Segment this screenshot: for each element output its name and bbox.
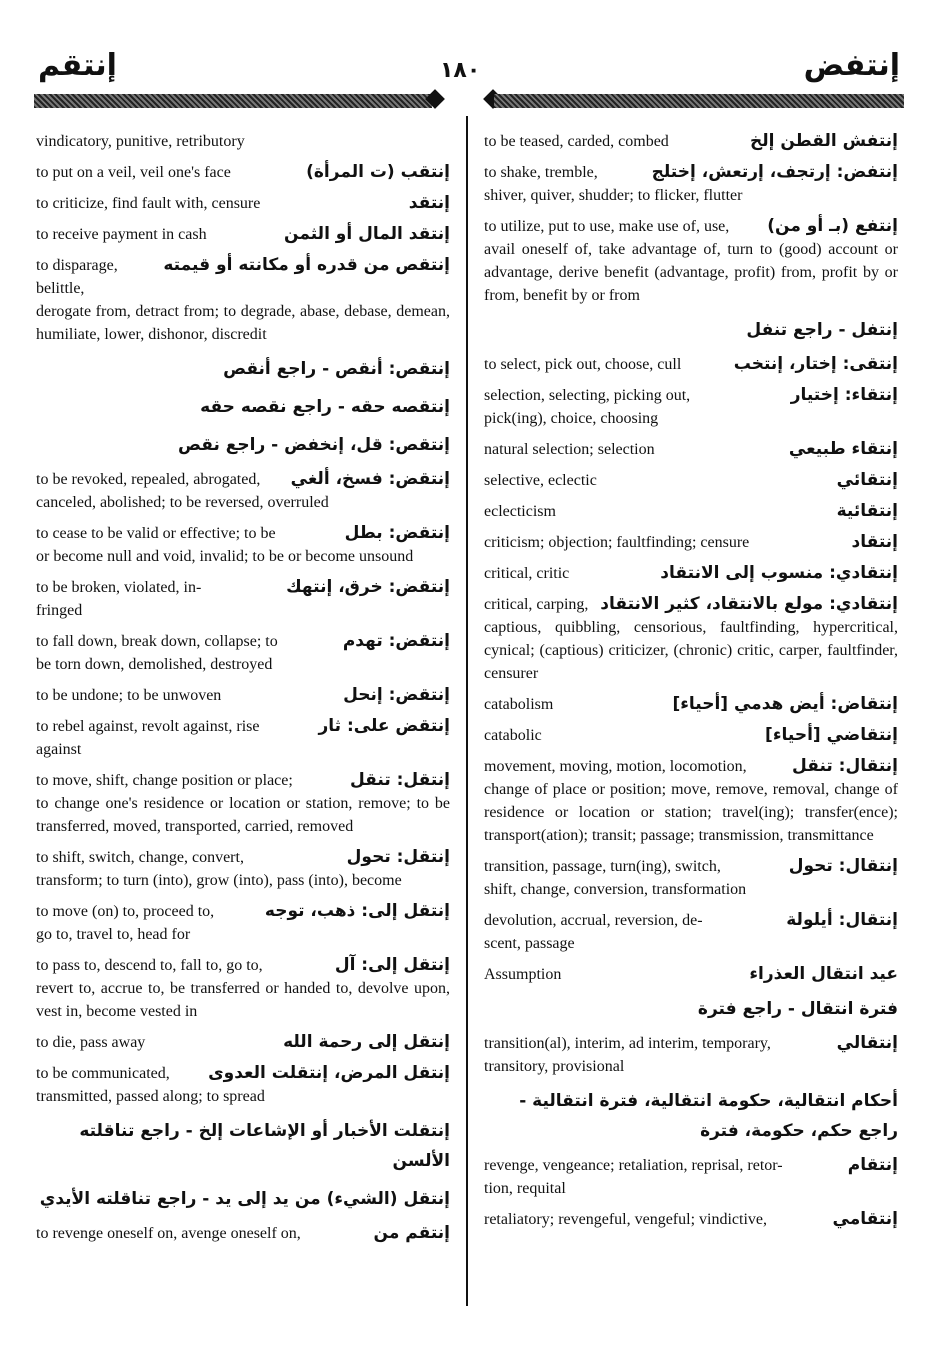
dictionary-entry: [484, 724, 898, 747]
arabic-headword: إنتفض: إرتجف، إرتعش، إختلج: [651, 162, 898, 182]
dictionary-entry: [36, 354, 450, 384]
arabic-headword: إنتقامي: [832, 1209, 898, 1229]
english-definition: critical, critic: [484, 565, 570, 582]
english-definition: eclecticism: [484, 503, 556, 520]
entry-first-line: [484, 593, 898, 616]
arabic-headword: إنتقض على: ثار: [318, 716, 450, 736]
dictionary-entry: [36, 430, 450, 460]
dictionary-entry: [36, 684, 450, 707]
entry-first-line: [36, 630, 450, 653]
dictionary-entry: [484, 353, 898, 376]
dictionary-entry: [36, 954, 450, 1023]
dictionary-entry: [484, 469, 898, 492]
english-definition-continued: captious, quibbling, censorious, faultfinding, hypercritical, cynical; (captious) criticizer, (chronic) critic, carper, faultfinder, censurer: [484, 619, 898, 682]
arabic-headword: إنتقال: أيلولة: [786, 910, 898, 930]
english-definition: to fall down, break down, collapse; to: [36, 633, 278, 650]
arabic-headword: إنتقل إلى: ذهب، توجه: [264, 901, 450, 921]
english-definition: movement, moving, motion, locomotion,: [484, 758, 747, 775]
dictionary-entry: [36, 254, 450, 346]
dictionary-entry: [36, 1184, 450, 1214]
english-definition: to rebel against, revolt against, rise: [36, 718, 260, 735]
entry-first-line: [484, 469, 898, 492]
english-definition-continued: change of place or position; move, remove, removal, change of residence or location or station; travel(ing); transfer(ence); transport(ation); transit; passage; transmission, transmittance: [484, 781, 898, 844]
arabic-headword: إنتقد المال أو الثمن: [284, 224, 450, 244]
english-definition-continued: pick(ing), choice, choosing: [484, 410, 659, 427]
arabic-headword: إنتقض: بطل: [344, 523, 450, 543]
arabic-headword: إنتقد: [408, 193, 450, 213]
arabic-headword: إنتقض: تهدم: [342, 631, 450, 651]
english-definition: to shift, switch, change, convert,: [36, 849, 244, 866]
english-definition: critical, carping,: [484, 596, 589, 613]
dictionary-entry: [484, 315, 898, 345]
header-ornament-left: [34, 94, 432, 108]
english-definition: to shake, tremble,: [484, 164, 598, 181]
dictionary-entry: [484, 562, 898, 585]
dictionary-entry: [484, 755, 898, 847]
dictionary-entry: [484, 130, 898, 153]
entry-first-line: [36, 192, 450, 215]
english-definition-continued: scent, passage: [484, 935, 575, 952]
arabic-headword: إنتقالي: [836, 1033, 898, 1053]
english-definition: to be teased, carded, combed: [484, 133, 669, 150]
entry-first-line: [484, 755, 898, 778]
dictionary-entry: [484, 384, 898, 430]
english-definition: to pass to, descend to, fall to, go to,: [36, 957, 263, 974]
entry-first-line: [484, 384, 898, 407]
english-definition-continued: against: [36, 741, 82, 758]
dictionary-entry: [484, 500, 898, 523]
entry-first-line: [36, 684, 450, 707]
entry-first-line: [36, 254, 450, 300]
column-divider: [466, 116, 468, 1306]
dictionary-entry: [36, 161, 450, 184]
english-definition: to put on a veil, veil one's face: [36, 164, 231, 181]
english-definition: selection, selecting, picking out,: [484, 387, 691, 404]
entry-first-line: [36, 576, 450, 599]
header-headword-right: إنتفض: [803, 48, 900, 83]
english-definition-continued: to change one's residence or location or station, remove; to be transferred, moved, transported, carried, removed: [36, 795, 450, 835]
entry-first-line: [484, 353, 898, 376]
english-definition: transition, passage, turn(ing), switch,: [484, 858, 721, 875]
dictionary-entry: [484, 909, 898, 955]
english-definition: transition(al), interim, ad interim, temporary,: [484, 1035, 771, 1052]
english-definition: to move, shift, change position or place;: [36, 772, 293, 789]
entry-first-line: [484, 1208, 898, 1231]
entry-first-line: [484, 855, 898, 878]
right-column: [484, 130, 898, 1239]
dictionary-entry: [484, 215, 898, 307]
arabic-headword: إنتقض: خرق، إنتهك: [286, 577, 450, 597]
dictionary-entry: [484, 161, 898, 207]
arabic-headword: إنتقل المرض، إنتقلت العدوى: [208, 1063, 450, 1083]
arabic-cross-reference: إنتقلت الأخبار أو الإشاعات إلخ - راجع تناقلته الألسن: [79, 1121, 450, 1171]
english-definition-continued: or become null and void, invalid; to be or become unsound: [36, 548, 414, 565]
dictionary-entry: [36, 630, 450, 676]
dictionary-entry: [36, 392, 450, 422]
arabic-headword: إنتقض: فسخ، ألغي: [290, 469, 450, 489]
english-definition-continued: transmitted, passed along; to spread: [36, 1088, 265, 1105]
entry-first-line: [36, 468, 450, 491]
english-definition: natural selection; selection: [484, 441, 655, 458]
entry-first-line: [36, 161, 450, 184]
arabic-headword: إنتقاء طبيعي: [788, 439, 898, 459]
arabic-headword: عيد انتقال العذراء: [749, 964, 898, 984]
english-definition-continued: vindicatory, punitive, retributory: [36, 133, 245, 150]
english-definition: to be revoked, repealed, abrogated,: [36, 471, 261, 488]
arabic-headword: إنتقادي: مولع بالانتقاد، كثير الانتقاد: [600, 594, 898, 614]
arabic-headword: إنتقص من قدره أو مكانته أو قيمته: [163, 255, 450, 275]
english-definition: to move (on) to, proceed to,: [36, 903, 215, 920]
entry-first-line: [484, 724, 898, 747]
entry-first-line: [36, 715, 450, 738]
english-definition: devolution, accrual, reversion, de-: [484, 912, 703, 929]
dictionary-entry: [484, 693, 898, 716]
english-definition: retaliatory; revengeful, vengeful; vindictive,: [484, 1211, 767, 1228]
arabic-headword: إنتقام: [847, 1155, 898, 1175]
entry-first-line: [484, 531, 898, 554]
english-definition-continued: avail oneself of, take advantage of, turn to (good) account or advantage, derive benefit (advantage, profit) from, profit by or from, benefit by or from: [484, 241, 898, 304]
english-definition: to be broken, violated, in-: [36, 579, 202, 596]
english-definition-continued: tion, requital: [484, 1180, 566, 1197]
english-definition-continued: derogate from, detract from; to degrade, abase, debase, demean, humiliate, lower, dishonor, discredit: [36, 303, 450, 343]
english-definition-continued: go to, travel to, head for: [36, 926, 191, 943]
dictionary-entry: [484, 1154, 898, 1200]
english-definition-continued: be torn down, demolished, destroyed: [36, 656, 273, 673]
dictionary-entry: [36, 1031, 450, 1054]
english-definition: to revenge oneself on, avenge oneself on,: [36, 1225, 301, 1242]
arabic-headword: إنتفش القطن إلخ: [749, 131, 898, 151]
dictionary-entry: [36, 846, 450, 892]
english-definition: criticism; objection; faultfinding; censure: [484, 534, 750, 551]
entry-first-line: [36, 954, 450, 977]
dictionary-entry: [36, 1222, 450, 1245]
english-definition: to disparage, belittle,: [36, 257, 118, 297]
entry-first-line: [484, 909, 898, 932]
entry-first-line: [484, 215, 898, 238]
arabic-headword: إنتقل: تنقل: [349, 770, 450, 790]
dictionary-entry: [36, 223, 450, 246]
english-definition: to utilize, put to use, make use of, use,: [484, 218, 730, 235]
arabic-headword: إنتقائي: [836, 470, 898, 490]
dictionary-entry: [484, 855, 898, 901]
arabic-headword: إنتقاد: [851, 532, 898, 552]
arabic-cross-reference: أحكام انتقالية، حكومة انتقالية، فترة انتقالية - راجع حكم، حكومة، فترة: [519, 1091, 898, 1141]
arabic-headword: إنتفع (بـ أو من): [767, 216, 898, 236]
entry-first-line: [36, 223, 450, 246]
dictionary-entry: [36, 468, 450, 514]
entry-first-line: [36, 900, 450, 923]
english-definition: to be communicated,: [36, 1065, 170, 1082]
english-definition-continued: transform; to turn (into), grow (into), pass (into), become: [36, 872, 402, 889]
dictionary-entry: [36, 576, 450, 622]
english-definition: to cease to be valid or effective; to be: [36, 525, 276, 542]
dictionary-entry: [36, 1116, 450, 1176]
entry-first-line: [484, 1032, 898, 1055]
arabic-headword: إنتقال: تحول: [788, 856, 898, 876]
dictionary-entry: [36, 715, 450, 761]
english-definition: to be undone; to be unwoven: [36, 687, 222, 704]
arabic-cross-reference: إنتقل (الشيء) من يد إلى يد - راجع تناقلته الأيدي: [39, 1189, 450, 1209]
english-definition-continued: canceled, abolished; to be reversed, overruled: [36, 494, 329, 511]
dictionary-entry: [484, 1208, 898, 1231]
english-definition: catabolic: [484, 727, 542, 744]
arabic-headword: إنتقاض: أيض هدمي [أحياء]: [672, 694, 898, 714]
dictionary-entry: [484, 438, 898, 461]
arabic-cross-reference: فترة انتقال - راجع فترة: [697, 999, 898, 1019]
arabic-headword: إنتقل إلى: آل: [334, 955, 450, 975]
dictionary-entry: [484, 963, 898, 986]
dictionary-entry: [36, 900, 450, 946]
entry-first-line: [484, 963, 898, 986]
english-definition: catabolism: [484, 696, 554, 713]
arabic-headword: إنتقاضي [أحياء]: [765, 725, 898, 745]
arabic-headword: إنتقال: تنقل: [792, 756, 898, 776]
dictionary-entry: [36, 1062, 450, 1108]
english-definition-continued: fringed: [36, 602, 83, 619]
english-definition-continued: shift, change, conversion, transformation: [484, 881, 747, 898]
english-definition-continued: revert to, accrue to, be transferred or handed to, devolve upon, vest in, become vested in: [36, 980, 450, 1020]
entry-first-line: [36, 846, 450, 869]
entry-first-line: [484, 500, 898, 523]
entry-first-line: [36, 769, 450, 792]
entry-first-line: [484, 438, 898, 461]
arabic-headword: إنتقى: إختار، إنتخب: [733, 354, 898, 374]
dictionary-entry: [36, 769, 450, 838]
dictionary-entry: [484, 994, 898, 1024]
arabic-headword: إنتقادي: منسوب إلى الانتقاد: [660, 563, 898, 583]
entry-first-line: [484, 693, 898, 716]
english-definition: to criticize, find fault with, censure: [36, 195, 261, 212]
dictionary-entry: [484, 1032, 898, 1078]
arabic-headword: إنتقائية: [836, 501, 898, 521]
dictionary-entry: [484, 531, 898, 554]
dictionary-entry: [36, 522, 450, 568]
left-column: [36, 130, 450, 1253]
arabic-headword: إنتقاء: إختيار: [790, 385, 898, 405]
arabic-cross-reference: إنتقصه حقه - راجع نقصه حقه: [200, 397, 450, 417]
dictionary-entry: [36, 130, 450, 153]
entry-first-line: [36, 1222, 450, 1245]
page-number: ١٨٠: [440, 58, 481, 83]
english-definition: Assumption: [484, 966, 562, 983]
arabic-headword: إنتقم من: [373, 1223, 450, 1243]
english-definition: to select, pick out, choose, cull: [484, 356, 682, 373]
entry-first-line: [484, 161, 898, 184]
arabic-cross-reference: إنتفل - راجع تنفل: [746, 320, 898, 340]
arabic-headword: إنتقل إلى رحمة الله: [283, 1032, 450, 1052]
dictionary-entry: [484, 1086, 898, 1146]
english-definition: to receive payment in cash: [36, 226, 207, 243]
arabic-cross-reference: إنتقص: أنقص - راجع أنقص: [223, 359, 450, 379]
arabic-headword: إنتقض: إنحل: [343, 685, 450, 705]
entry-first-line: [36, 1062, 450, 1085]
header-ornament-right: [494, 94, 904, 108]
entry-first-line: [36, 1031, 450, 1054]
entry-first-line: [484, 130, 898, 153]
arabic-headword: إنتقب (ت المرأة): [306, 162, 450, 182]
entry-first-line: [484, 562, 898, 585]
dictionary-entry: [484, 593, 898, 685]
english-definition: revenge, vengeance; retaliation, reprisal, retor-: [484, 1157, 783, 1174]
arabic-headword: إنتقل: تحول: [346, 847, 450, 867]
header-headword-left: إنتقم: [38, 48, 117, 83]
english-definition: selective, eclectic: [484, 472, 597, 489]
english-definition: to die, pass away: [36, 1034, 146, 1051]
entry-first-line: [36, 522, 450, 545]
entry-first-line: [484, 1154, 898, 1177]
arabic-cross-reference: إنتقص: قل، إنخفض - راجع نقص: [178, 435, 450, 455]
english-definition-continued: transitory, provisional: [484, 1058, 625, 1075]
dictionary-entry: [36, 192, 450, 215]
english-definition-continued: shiver, quiver, shudder; to flicker, flutter: [484, 187, 743, 204]
